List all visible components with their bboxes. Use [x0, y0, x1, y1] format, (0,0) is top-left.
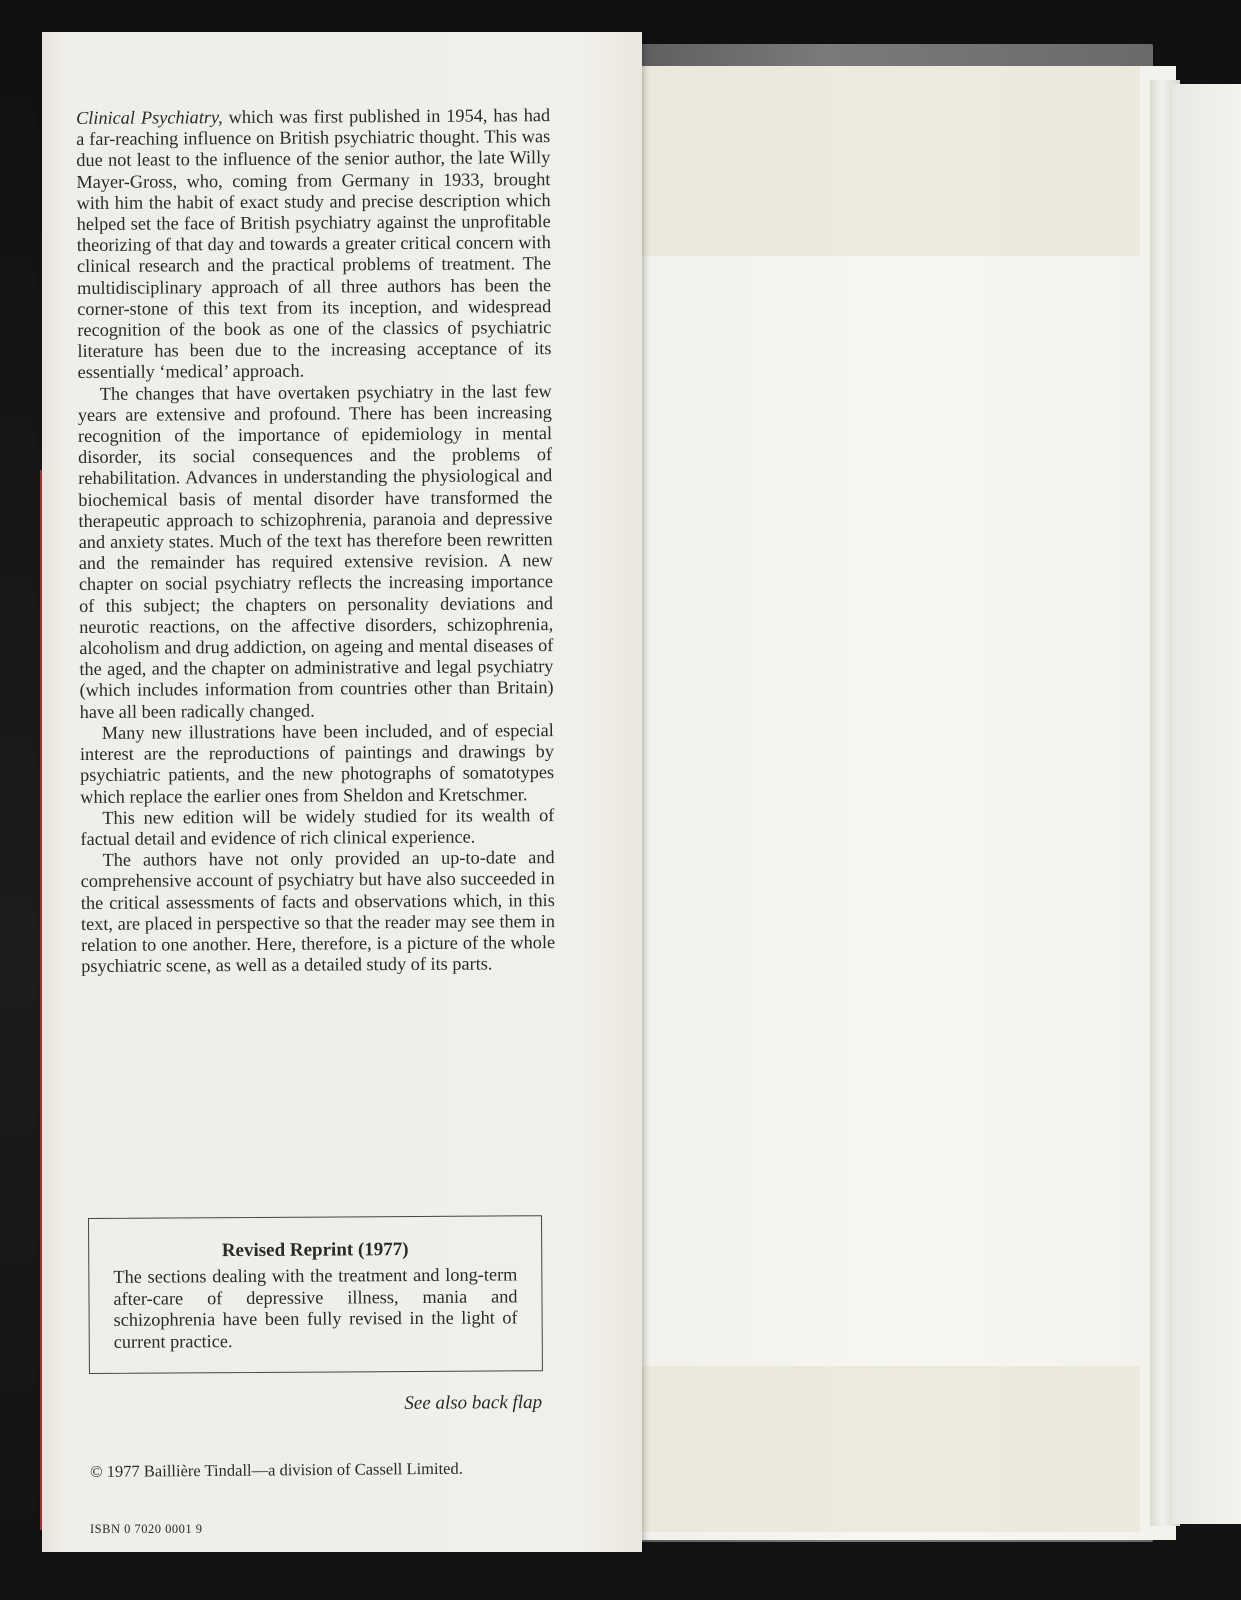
- blurb-paragraph-5: The authors have not only provided an up-to-date and comprehensive account of psychiatry but have also succeeded in the critical assessments of facts and observations which, in this text, are placed in perspective so that the reader may see them in relation to one another. Here, therefore, is a picture of the whole psychiatric scene, as well as a detailed study of its parts.: [80, 847, 556, 977]
- reprint-title: Revised Reprint (1977): [221, 1239, 409, 1262]
- dust-jacket-flap: [42, 32, 642, 1552]
- book-title: Clinical Psychiatry,: [76, 107, 223, 128]
- isbn-line: ISBN 0 7020 0001 9: [90, 1522, 203, 1536]
- copyright-line: © 1977 Baillière Tindall—a division of Cassell Limited.: [90, 1458, 463, 1481]
- see-also-note: See also back flap: [404, 1392, 543, 1414]
- protective-cover-top: [632, 66, 1140, 256]
- revised-reprint-box: [88, 1215, 543, 1374]
- blurb-paragraph-3: Many new illustrations have been included, and of especial interest are the reproductions of paintings and drawings by psychiatric patients, and the new photographs of somatotypes which replace the earlier ones from Sheldon and Kretschmer.: [79, 719, 555, 807]
- blurb-paragraph-1-text: which was first published in 1954, has had a far-reaching influence on British psychiatric thought. This was due not least to the influence of the senior author, the late Willy Mayer-Gross, who, coming from Germany in 1933, brought with him the habit of exact study and precise description which helped set the face of British psychiatry against the unprofitable theorizing of that day and towards a greater critical concern with clinical research and the practical problems of treatment. The multidisciplinary approach of all three authors has been the corner-stone of this text from its inception, and widespread recognition of the book as one of the classics of psychiatric literature has been due to the increasing acceptance of its essentially ‘medical’ approach.: [76, 105, 552, 383]
- protective-cover-bottom: [632, 1366, 1140, 1532]
- flap-blurb: [76, 105, 555, 977]
- right-page-strip: [1172, 84, 1241, 1524]
- endpaper-page: [624, 66, 1176, 1540]
- blurb-paragraph-4: This new edition will be widely studied for its wealth of factual detail and evidence of rich clinical experience.: [80, 804, 555, 849]
- reprint-body: The sections dealing with the treatment and long-term after-care of depressive illness, mania and schizophrenia have been fully revised in the light of current practice.: [113, 1264, 518, 1352]
- blurb-paragraph-2: The changes that have overtaken psychiatry in the last few years are extensive and profound. There has been increasing recognition of the importance of epidemiology in mental disorder, its social consequences and the problems of rehabilitation. Advances in understanding the physiological and biochemical basis of mental disorder have transformed the therapeutic approach to schizophrenia, paranoia and depressive and anxiety states. Much of the text has therefore been rewritten and the remainder has required extensive revision. A new chapter on social psychiatry reflects the increasing importance of this subject; the chapters on personality deviations and neurotic reactions, on the affective disorders, schizophrenia, alcoholism and drug addiction, on ageing and mental diseases of the aged, and the chapter on administrative and legal psychiatry (which includes information from countries other than Britain) have all been radically changed.: [77, 380, 554, 722]
- blurb-paragraph-1: [76, 105, 552, 384]
